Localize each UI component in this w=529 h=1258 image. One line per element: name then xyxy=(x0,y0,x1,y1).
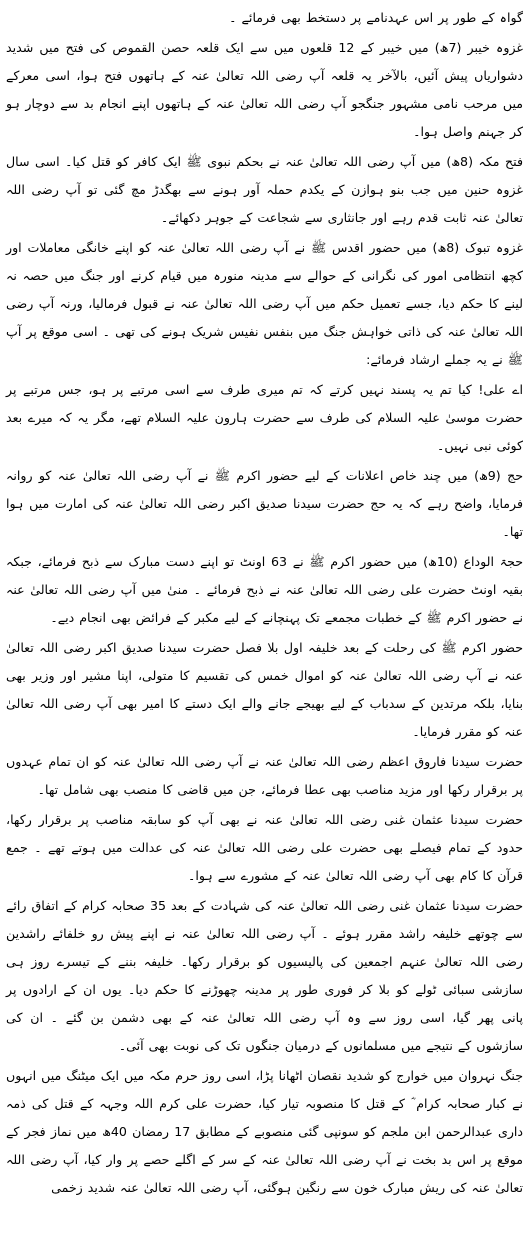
paragraph-umar-era: حضرت سیدنا فاروق اعظم رضی اللہ تعالیٰ عنہ نے آپ رضی اللہ تعالیٰ عنہ کو ان تمام عہدوں پر برقرار رکھا اور مزید مناصب بھی عطا فرمائے، جن میں قاضی کا منصب بھی شامل تھا۔ xyxy=(6,754,523,797)
paragraph-hajjat-al-wada: حجۃ الوداع (10ھ) میں حضور اکرم ﷺ نے 63 اونٹ تو اپنے دست مبارک سے ذبح فرمائے، جبکہ بقیہ اونٹ حضرت علی رضی اللہ تعالیٰ عنہ نے ذبح فرمائے ۔ منیٰ میں آپ رضی اللہ تعالیٰ عنہ نے حضور اکرم ﷺ کے خطبات مجمعے تک پہنچانے کے لیے مکبر کے فرائض بھی انجام دیے۔ xyxy=(6,554,523,625)
paragraph-caliphate: حضرت سیدنا عثمان غنی رضی اللہ تعالیٰ عنہ کی شہادت کے بعد 35 صحابہ کرام کے اتفاق رائے سے چوتھے خلیفہ راشد مقرر ہوئے ۔ آپ رضی اللہ تعالیٰ عنہ نے اپنے پیش رو خلفائے راشدین رضی اللہ تعالیٰ عنہم اجمعین کی پالیسیوں کو برقرار رکھا۔ خلیفہ بننے کے تیسرے روز ہی سازشی سبائی ٹولے کو بلا کر فوری طور پر مدینہ چھوڑنے کا حکم دیا۔ یوں ان کے ارادوں پر پانی پھر گیا، اسی روز سے وہ آپ رضی اللہ تعالیٰ عنہ کے بھی دشمن بن گئے ۔ ان کی سازشوں کے نتیجے میں مسلمانوں کے درمیان جنگوں تک کی نوبت بھی آئی۔ xyxy=(6,898,524,1053)
paragraph-fath-makkah: فتح مکہ (8ھ) میں آپ رضی اللہ تعالیٰ عنہ نے بحکم نبوی ﷺ ایک کافر کو قتل کیا۔ اسی سال غزوہ حنین میں جب بنو ہوازن کے یکدم حملہ آور ہونے سے بھگدڑ مچ گئی تو آپ رضی اللہ تعالیٰ عنہ ثابت قدم رہے اور جانثاری سے شجاعت کے جوہر دکھائے۔ xyxy=(6,154,524,225)
paragraph-nahrawan: جنگ نہروان میں خوارج کو شدید نقصان اٹھانا پڑا، اسی روز حرم مکہ میں ایک میٹنگ میں انہوں نے کبار صحابہ کرام ؓ کے قتل کا منصوبہ تیار کیا، حضرت علی کرم اللہ وجہہ کے قتل کی ذمہ داری عبدالرحمن ابن ملجم کو سونپی گئی منصوبے کے مطابق 17 رمضان 40ھ میں نماز فجر کے موقع پر اس بد بخت نے آپ رضی اللہ تعالیٰ عنہ کے سر کے اگلے حصے پر وار کیا، آپ رضی اللہ تعالیٰ عنہ کی ریش مبارک خون سے رنگین ہوگئی، آپ رضی اللہ تعالیٰ عنہ شدید زخمی xyxy=(6,1068,524,1195)
paragraph-treaty-witness: گواہ کے طور پر اس عہدنامے پر دستخط بھی فرمائے ۔ xyxy=(229,10,523,25)
paragraph-khaibar: غزوہ خیبر (7ھ) میں خیبر کے 12 قلعوں میں سے ایک قلعہ حصن القموص کی فتح میں شدید دشواریاں پیش آئیں، بالآخر یہ قلعہ آپ رضی اللہ تعالیٰ عنہ کے ہاتھوں فتح ہوا، اسی معرکے میں مرحب نامی مشہور جنگجو آپ رضی اللہ تعالیٰ عنہ کے ہاتھوں اپنے انجام بد سے دوچار ہو کر جہنم واصل ہوا۔ xyxy=(6,40,524,139)
paragraph-uthman-era: حضرت سیدنا عثمان غنی رضی اللہ تعالیٰ عنہ نے بھی آپ کو سابقہ مناصب پر برقرار رکھا، حدود کے تمام فیصلے بھی حضرت علی رضی اللہ تعالیٰ عنہ کی عدالت میں ہوتے تھے ۔ جمع قرآن کا کام بھی آپ رضی اللہ تعالیٰ عنہ کے مشورے سے ہوا۔ xyxy=(6,812,523,883)
paragraph-hadith-quote: اے علی! کیا تم یہ پسند نہیں کرتے کہ تم میری طرف سے اسی مرتبے پر ہو، جس مرتبے پر حضرت موسیٰ علیہ السلام کی طرف سے حضرت ہارون علیہ السلام تھے، مگر یہ کہ میرے بعد کوئی نبی نہیں۔ xyxy=(6,382,523,453)
paragraph-hajj: حج (9ھ) میں چند خاص اعلانات کے لیے حضور اکرم ﷺ نے آپ رضی اللہ تعالیٰ عنہ کو روانہ فرمایا، واضح رہے کہ یہ حج حضرت سیدنا صدیق اکبر رضی اللہ تعالیٰ عنہ کی امارت میں ہوا تھا۔ xyxy=(6,468,523,539)
paragraph-tabuk: غزوہ تبوک (8ھ) میں حضور اقدس ﷺ نے آپ رضی اللہ تعالیٰ عنہ کو اپنے خانگی معاملات اور کچھ انتظامی امور کی نگرانی کے حوالے سے مدینہ منورہ میں قیام کرنے اور جنگ میں حصہ نہ لینے کا حکم دیا، جسے تعمیل حکم میں آپ رضی اللہ تعالیٰ عنہ نے قبول فرمالیا، ورنہ آپ رضی اللہ تعالیٰ عنہ کی ذاتی خواہش جنگ میں بنفس نفیس شریک ہونے کی تھی ۔ اسی موقع پر آپ ﷺ نے یہ جملے ارشاد فرمائے: xyxy=(6,240,523,367)
paragraph-abu-bakr-era: حضور اکرم ﷺ کی رحلت کے بعد خلیفہ اول بلا فصل حضرت سیدنا صدیق اکبر رضی اللہ تعالیٰ عنہ نے آپ رضی اللہ تعالیٰ عنہ کو اموال خمس کی تقسیم کا متولی، اپنا مشیر اور وزیر بھی بنایا، بلکہ مرتدین کے سدباب کے لیے بھیجے جانے والے ایک دستے کا امیر بھی آپ رضی اللہ تعالیٰ عنہ کو مقرر فرمایا۔ xyxy=(6,640,523,739)
